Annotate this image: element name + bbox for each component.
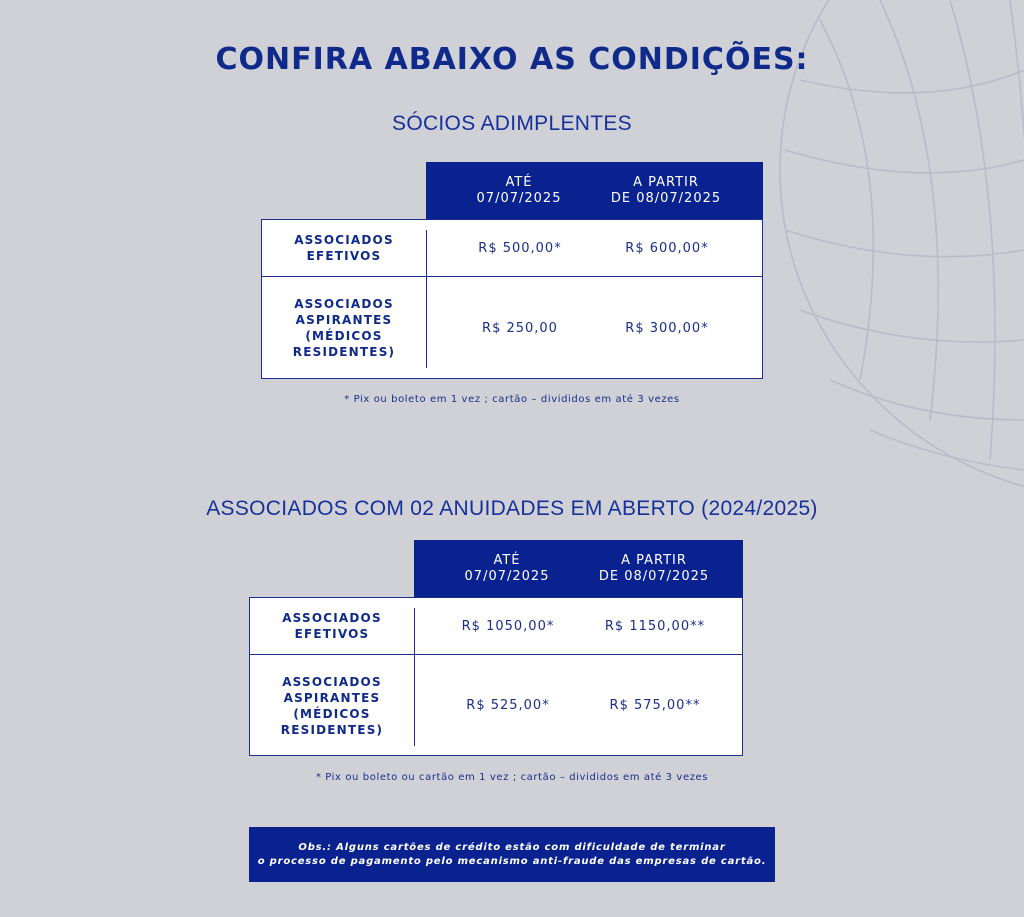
header-col-2 [590, 162, 742, 219]
row-label [250, 598, 414, 654]
header-col-1 [414, 540, 600, 597]
observation-line: o processo de pagamento pelo mecanismo anti-fraude das empresas de cartão. [257, 855, 767, 867]
row-label-line: EFETIVOS [294, 627, 370, 641]
row-label-line: RESIDENTES) [280, 722, 384, 737]
header-line: A PARTIR [621, 552, 687, 568]
section-1-note: * Pix ou boleto em 1 vez ; cartão – divididos em até 3 vezes [344, 394, 680, 405]
section-1-title: SÓCIOS ADIMPLENTES [392, 112, 632, 135]
row-label-line: ASPIRANTES [283, 690, 381, 705]
price-cell: R$ 250,00 [482, 320, 558, 336]
price-cell: R$ 300,00* [625, 320, 709, 336]
row-label-line: ASSOCIADOS [282, 674, 382, 689]
row-label [262, 220, 426, 276]
page-title: CONFIRA ABAIXO AS CONDIÇÕES: [215, 42, 809, 77]
section-2-note: * Pix ou boleto ou cartão em 1 vez ; cartão – divididos em até 3 vezes [315, 772, 709, 783]
section-2-table [249, 597, 743, 756]
row-label-line: ASSOCIADOS [294, 233, 394, 247]
section-2-title: ASSOCIADOS COM 02 ANUIDADES EM ABERTO (2024/2025) [206, 497, 818, 520]
table-row [262, 220, 762, 276]
price-cell: R$ 1150,00** [604, 618, 706, 634]
price-cell: R$ 500,00* [478, 240, 562, 256]
header-col-1 [426, 162, 612, 219]
price-cell: R$ 575,00** [609, 698, 701, 713]
price-cell: R$ 1050,00* [461, 618, 555, 634]
header-line: ATÉ [505, 174, 533, 190]
table-row [250, 654, 742, 756]
row-label-line: (MÉDICOS [305, 329, 383, 343]
row-label-line: EFETIVOS [306, 249, 382, 263]
row-label-line: ASPIRANTES [295, 313, 393, 327]
row-label [262, 277, 426, 379]
header-line: DE 08/07/2025 [610, 190, 722, 206]
row-label-line: ASSOCIADOS [294, 297, 394, 311]
table-row [262, 276, 762, 379]
price-cell: R$ 525,00* [466, 698, 550, 713]
price-cell: R$ 600,00* [625, 240, 709, 256]
observation-line: Obs.: Alguns cartões de crédito estão com dificuldade de terminar [298, 841, 726, 853]
row-label-line: ASSOCIADOS [282, 611, 382, 625]
section-1-table [261, 219, 763, 379]
header-line: DE 08/07/2025 [598, 568, 710, 584]
section-2-header [414, 540, 743, 597]
header-line: 07/07/2025 [464, 568, 550, 584]
section-1-header [426, 162, 763, 219]
header-line: 07/07/2025 [476, 190, 562, 206]
header-line: ATÉ [493, 552, 521, 568]
observation-box [249, 827, 775, 882]
row-label-line: RESIDENTES) [292, 345, 396, 359]
header-line: A PARTIR [633, 174, 699, 190]
header-col-2 [574, 540, 734, 597]
row-label-line: (MÉDICOS [293, 706, 371, 721]
row-label [250, 655, 414, 756]
table-row [250, 598, 742, 654]
